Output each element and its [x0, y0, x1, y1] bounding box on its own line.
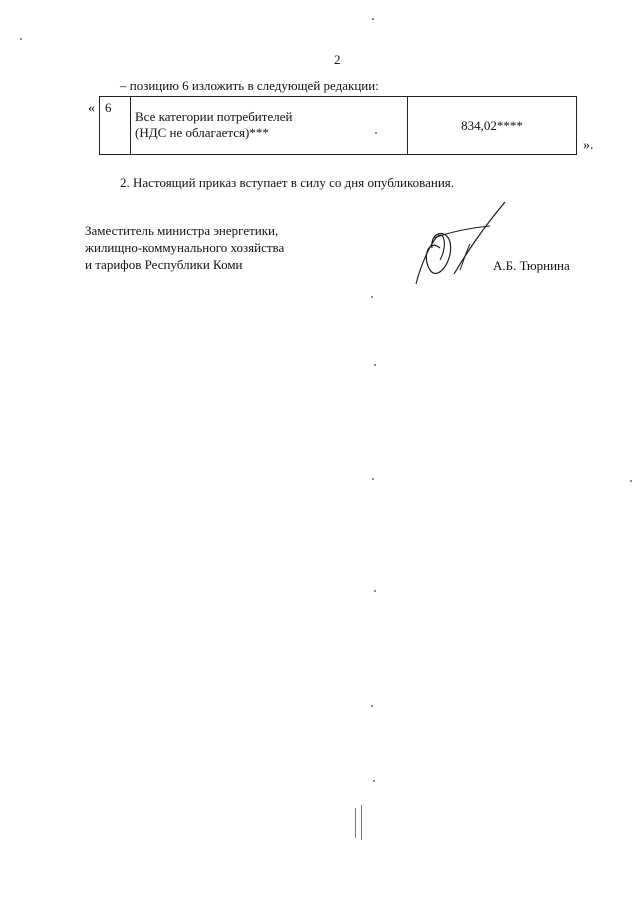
category-line-1: Все категории потребителей [135, 109, 293, 124]
scan-dot [375, 132, 377, 134]
consumer-category-cell [131, 97, 408, 155]
scan-dot [371, 705, 373, 707]
signatory-position [85, 222, 284, 273]
handwritten-signature [410, 198, 520, 288]
opening-quote: « [88, 101, 95, 116]
amendment-table [99, 96, 577, 155]
scan-dot [371, 296, 373, 298]
position-line-2: жилищно-коммунального хозяйства [85, 240, 285, 255]
scan-dot [630, 480, 632, 482]
scan-dot [372, 18, 374, 20]
scan-dot [374, 590, 376, 592]
scan-dot [20, 38, 22, 40]
page-number: 2 [334, 52, 341, 67]
effective-date-clause: 2. Настоящий приказ вступает в силу со дня опубликования. [120, 175, 455, 190]
amendment-intro-text: – позицию 6 изложить в следующей редакции: [120, 78, 379, 93]
position-line-3: и тарифов Республики Коми [85, 257, 243, 272]
table-row [100, 97, 577, 155]
scan-dot [374, 364, 376, 366]
closing-quote: ». [583, 138, 594, 153]
position-line-1: Заместитель министра энергетики, [85, 223, 279, 238]
scan-dot [372, 478, 374, 480]
category-line-2: (НДС не облагается)*** [135, 125, 269, 140]
scan-dot [373, 780, 375, 782]
signatory-name: А.Б. Тюрнина [493, 258, 570, 273]
scan-line-mark [361, 805, 362, 840]
position-number-cell: 6 [100, 97, 131, 155]
tariff-value-cell: 834,02**** [408, 97, 577, 155]
scan-line-mark [355, 808, 356, 838]
